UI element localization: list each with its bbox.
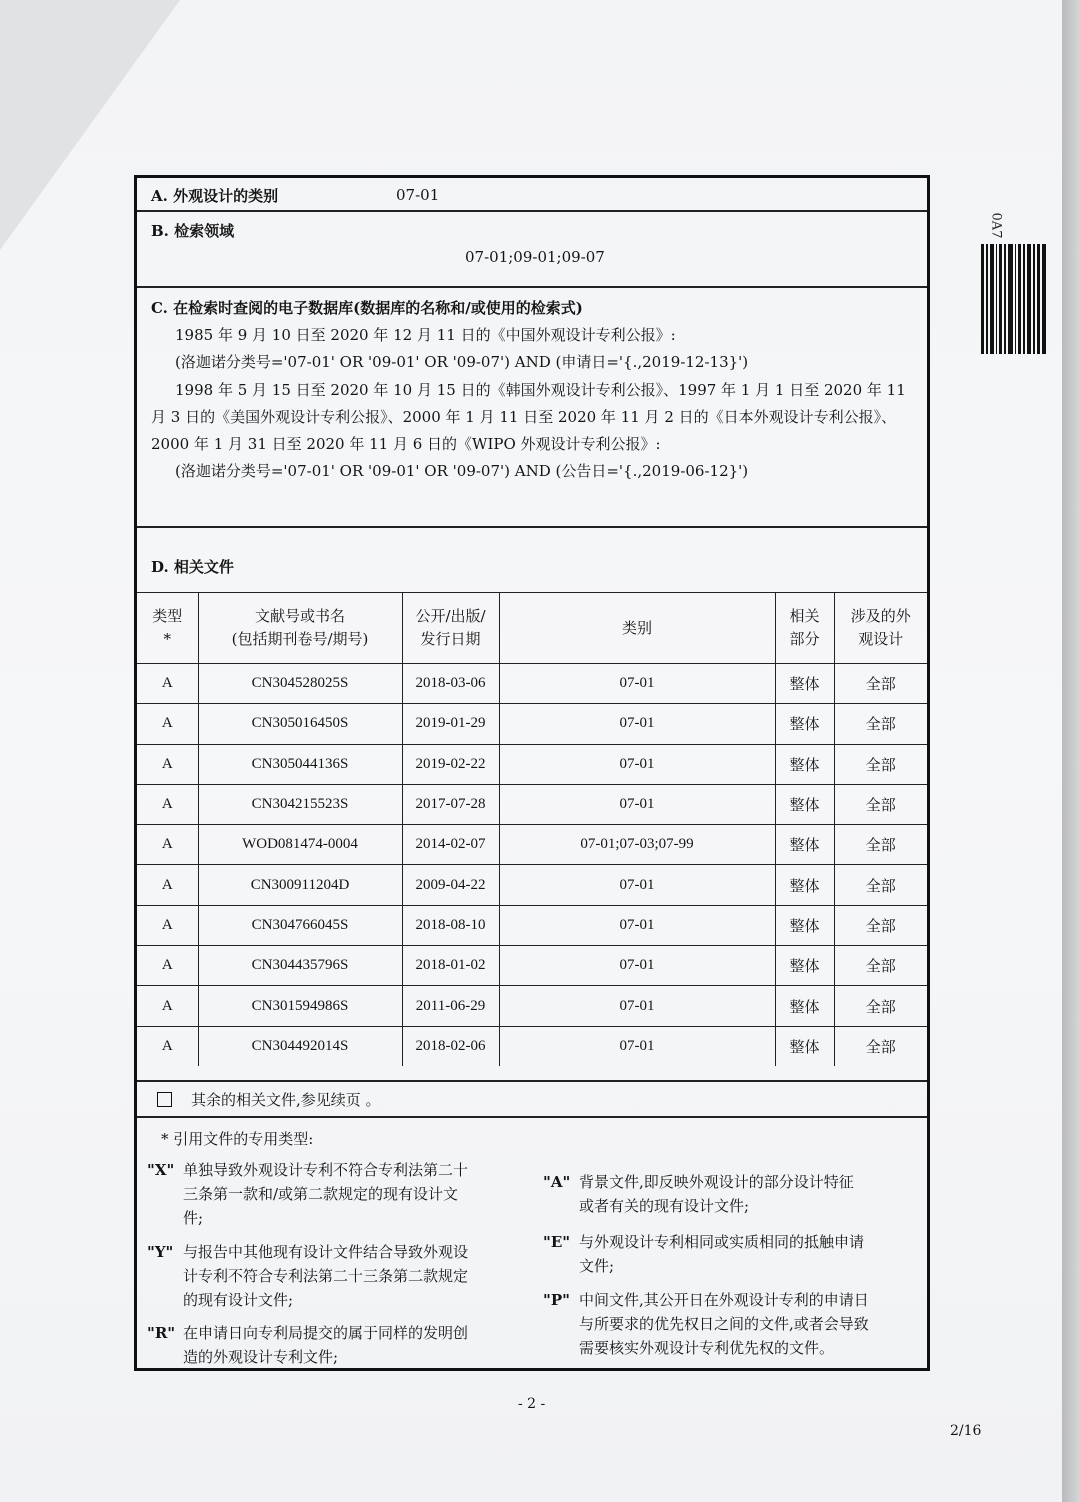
- cell-date: 2018-03-06: [402, 664, 499, 704]
- cell-category: 07-01: [499, 986, 775, 1026]
- table-row: [137, 1026, 927, 1066]
- cell-document: CN304215523S: [198, 784, 402, 824]
- table-row: [137, 865, 927, 905]
- table-row: [137, 784, 927, 824]
- section-a-label: A. 外观设计的类别: [151, 187, 279, 205]
- cell-part: 整体: [775, 905, 834, 945]
- barcode-icon: [981, 244, 1047, 354]
- header-part: 相关 部分: [775, 593, 834, 664]
- cell-document: CN305016450S: [198, 704, 402, 744]
- cell-category: 07-01: [499, 905, 775, 945]
- section-d-label: D. 相关文件: [151, 558, 234, 576]
- query-line: (洛迦诺分类号='07-01' OR '09-01' OR '09-07') AND (申请日='{.,2019-12-13}'): [175, 353, 749, 371]
- cell-document: WOD081474-0004: [198, 825, 402, 865]
- cell-design: 全部: [834, 986, 927, 1026]
- cell-type: A: [137, 784, 198, 824]
- cell-type: A: [137, 905, 198, 945]
- cell-category: 07-01: [499, 865, 775, 905]
- cell-date: 2011-06-29: [402, 986, 499, 1026]
- cell-date: 2018-02-06: [402, 1026, 499, 1066]
- cell-document: CN301594986S: [198, 986, 402, 1026]
- note-x: "X" 单独导致外观设计专利不符合专利法第二十 三条第一款和/或第二款规定的现有设计文 件;: [147, 1158, 527, 1230]
- cell-type: A: [137, 986, 198, 1026]
- cell-type: A: [137, 946, 198, 986]
- other-docs-text: 其余的相关文件,参见续页 。: [191, 1091, 381, 1109]
- cell-category: 07-01: [499, 664, 775, 704]
- cell-type: A: [137, 664, 198, 704]
- header-type: 类型 *: [137, 593, 198, 664]
- cell-document: CN305044136S: [198, 744, 402, 784]
- cell-date: 2019-01-29: [402, 704, 499, 744]
- cell-type: A: [137, 704, 198, 744]
- database-line: 1985 年 9 月 10 日至 2020 年 12 月 11 日的《中国外观设计专利公报》:: [175, 326, 676, 344]
- cell-category: 07-01: [499, 946, 775, 986]
- header-date: 公开/出版/ 发行日期: [402, 593, 499, 664]
- cell-document: CN304766045S: [198, 905, 402, 945]
- cell-category: 07-01: [499, 1026, 775, 1066]
- cell-design: 全部: [834, 865, 927, 905]
- citation-types-section: [137, 1118, 927, 1368]
- cell-part: 整体: [775, 704, 834, 744]
- cell-category: 07-01: [499, 704, 775, 744]
- search-field-value: 07-01;09-01;09-07: [465, 248, 605, 266]
- section-b-label: B. 检索领域: [151, 222, 235, 240]
- section-c-label: C. 在检索时查阅的电子数据库(数据库的名称和/或使用的检索式): [151, 299, 583, 317]
- cell-part: 整体: [775, 1026, 834, 1066]
- table-row: [137, 744, 927, 784]
- related-documents-table: [137, 592, 927, 1066]
- database-line: 1998 年 5 月 15 日至 2020 年 10 月 15 日的《韩国外观设计专利公报》、1997 年 1 月 1 日至 2020 年 11: [175, 381, 906, 399]
- note-y: "Y" 与报告中其他现有设计文件结合导致外观设 计专利不符合专利法第二十三条第二款规定 的现有设计文件;: [147, 1240, 527, 1312]
- citation-types-title: * 引用文件的专用类型:: [161, 1130, 314, 1148]
- cell-part: 整体: [775, 744, 834, 784]
- cell-document: CN304528025S: [198, 664, 402, 704]
- table-header-row: [137, 593, 927, 664]
- note-key: "R": [147, 1324, 176, 1342]
- query-line: (洛迦诺分类号='07-01' OR '09-01' OR '09-07') AND (公告日='{.,2019-06-12}'): [175, 462, 749, 480]
- cell-type: A: [137, 825, 198, 865]
- cell-date: 2014-02-07: [402, 825, 499, 865]
- page-count: 2/16: [950, 1423, 982, 1439]
- cell-document: CN304492014S: [198, 1026, 402, 1066]
- header-design: 涉及的外 观设计: [834, 593, 927, 664]
- section-d: [137, 528, 927, 1082]
- cell-design: 全部: [834, 664, 927, 704]
- note-key: "P": [543, 1291, 570, 1309]
- cell-part: 整体: [775, 986, 834, 1026]
- table-row: [137, 986, 927, 1026]
- section-a: [137, 178, 927, 212]
- table-row: [137, 946, 927, 986]
- note-a: "A" 背景文件,即反映外观设计的部分设计特征 或者有关的现有设计文件;: [543, 1170, 923, 1218]
- database-line: 2000 年 1 月 31 日至 2020 年 11 月 6 日的《WIPO 外观设计专利公报》:: [151, 435, 661, 453]
- cell-design: 全部: [834, 704, 927, 744]
- cell-category: 07-01: [499, 744, 775, 784]
- note-p: "P" 中间文件,其公开日在外观设计专利的申请日 与所要求的优先权日之间的文件,或者会导致 需要核实外观设计专利优先权的文件。: [543, 1288, 923, 1360]
- cell-type: A: [137, 865, 198, 905]
- cell-category: 07-01;07-03;07-99: [499, 825, 775, 865]
- cell-date: 2009-04-22: [402, 865, 499, 905]
- other-docs-checkbox[interactable]: [157, 1092, 172, 1107]
- cell-part: 整体: [775, 664, 834, 704]
- cell-document: CN304435796S: [198, 946, 402, 986]
- side-code: 0A7: [988, 212, 1004, 239]
- design-class-value: 07-01: [396, 186, 440, 204]
- other-docs-row: [137, 1082, 927, 1118]
- cell-document: CN300911204D: [198, 865, 402, 905]
- cell-design: 全部: [834, 784, 927, 824]
- database-line: 月 3 日的《美国外观设计专利公报》、2000 年 1 月 11 日至 2020 年 11 月 2 日的《日本外观设计专利公报》、: [151, 408, 897, 426]
- table-row: [137, 664, 927, 704]
- note-key: "Y": [147, 1243, 174, 1261]
- header-category: 类别: [499, 593, 775, 664]
- cell-date: 2018-08-10: [402, 905, 499, 945]
- table-row: [137, 825, 927, 865]
- cell-design: 全部: [834, 946, 927, 986]
- cell-type: A: [137, 1026, 198, 1066]
- cell-category: 07-01: [499, 784, 775, 824]
- note-key: "X": [147, 1161, 175, 1179]
- page-edge: [1062, 0, 1080, 1502]
- cell-type: A: [137, 744, 198, 784]
- header-document: 文献号或书名 (包括期刊卷号/期号): [198, 593, 402, 664]
- section-c: [137, 288, 927, 528]
- note-e: "E" 与外观设计专利相同或实质相同的抵触申请 文件;: [543, 1230, 923, 1278]
- cell-design: 全部: [834, 825, 927, 865]
- search-report-form: [134, 175, 930, 1371]
- cell-date: 2019-02-22: [402, 744, 499, 784]
- note-r: "R" 在申请日向专利局提交的属于同样的发明创 造的外观设计专利文件;: [147, 1321, 527, 1369]
- cell-design: 全部: [834, 744, 927, 784]
- cell-design: 全部: [834, 1026, 927, 1066]
- section-b: [137, 212, 927, 288]
- page-number: - 2 -: [518, 1396, 546, 1412]
- table-row: [137, 905, 927, 945]
- table-row: [137, 704, 927, 744]
- cell-part: 整体: [775, 784, 834, 824]
- cell-part: 整体: [775, 825, 834, 865]
- cell-date: 2018-01-02: [402, 946, 499, 986]
- cell-design: 全部: [834, 905, 927, 945]
- cell-part: 整体: [775, 946, 834, 986]
- note-key: "E": [543, 1233, 571, 1251]
- cell-date: 2017-07-28: [402, 784, 499, 824]
- cell-part: 整体: [775, 865, 834, 905]
- note-key: "A": [543, 1173, 571, 1191]
